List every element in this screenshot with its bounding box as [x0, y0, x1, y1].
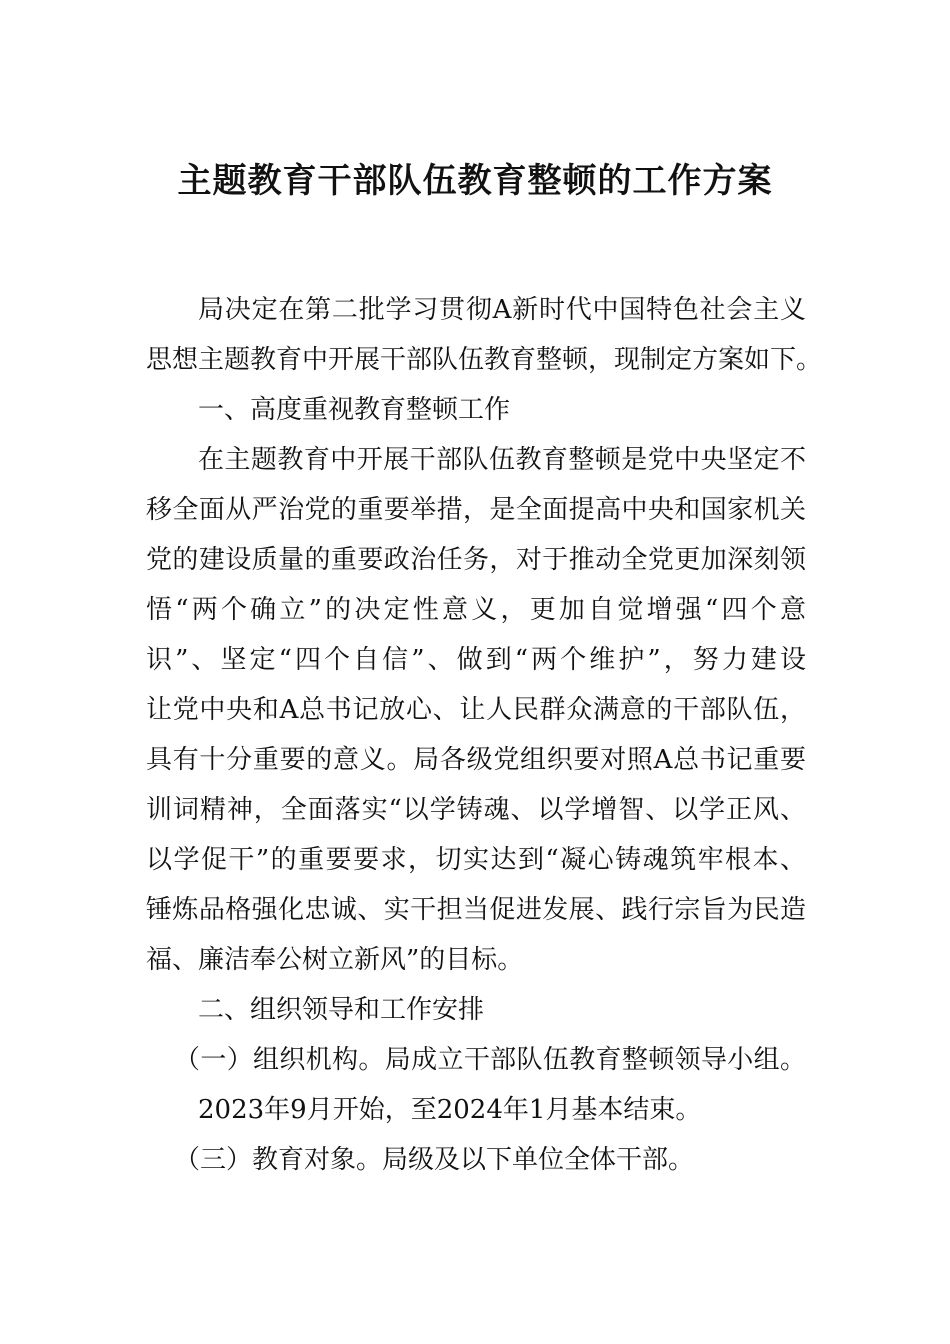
paragraph-line: 思想主题教育中开展干部队伍教育整顿，现制定方案如下。 — [146, 345, 823, 375]
paragraph-line: 悟“两个确立”的决定性意义，更加自觉增强“四个意 — [146, 595, 806, 625]
paragraph-line: 2023年9月开始，至2024年1月基本结束。 — [198, 1095, 702, 1125]
paragraph-line: 移全面从严治党的重要举措，是全面提高中央和国家机关 — [146, 495, 806, 525]
subsection-line: （一）组织机构。局成立干部队伍教育整顿领导小组。 — [174, 1045, 806, 1075]
document-title: 主题教育干部队伍教育整顿的工作方案 — [177, 161, 773, 201]
subsection-line: （三）教育对象。局级及以下单位全体干部。 — [174, 1145, 695, 1175]
paragraph-line: 训词精神，全面落实“以学铸魂、以学增智、以学正风、 — [146, 795, 806, 825]
paragraph-line: 以学促干”的重要要求，切实达到“凝心铸魂筑牢根本、 — [146, 845, 806, 875]
section-heading: 一、高度重视教育整顿工作 — [198, 395, 511, 425]
paragraph-line: 具有十分重要的意义。局各级党组织要对照A总书记重要 — [146, 745, 806, 775]
paragraph-line: 锤炼品格强化忠诚、实干担当促进发展、践行宗旨为民造 — [146, 895, 806, 925]
paragraph-line: 局决定在第二批学习贯彻A新时代中国特色社会主义 — [198, 295, 806, 325]
paragraph-line: 识”、坚定“四个自信”、做到“两个维护”，努力建设 — [146, 645, 806, 675]
paragraph-line: 党的建设质量的重要政治任务，对于推动全党更加深刻领 — [146, 545, 806, 575]
section-heading: 二、组织领导和工作安排 — [198, 995, 485, 1025]
paragraph-line: 在主题教育中开展干部队伍教育整顿是党中央坚定不 — [198, 445, 806, 475]
paragraph-line: 让党中央和A总书记放心、让人民群众满意的干部队伍， — [146, 695, 806, 725]
paragraph-line: 福、廉洁奉公树立新风”的目标。 — [146, 945, 524, 975]
